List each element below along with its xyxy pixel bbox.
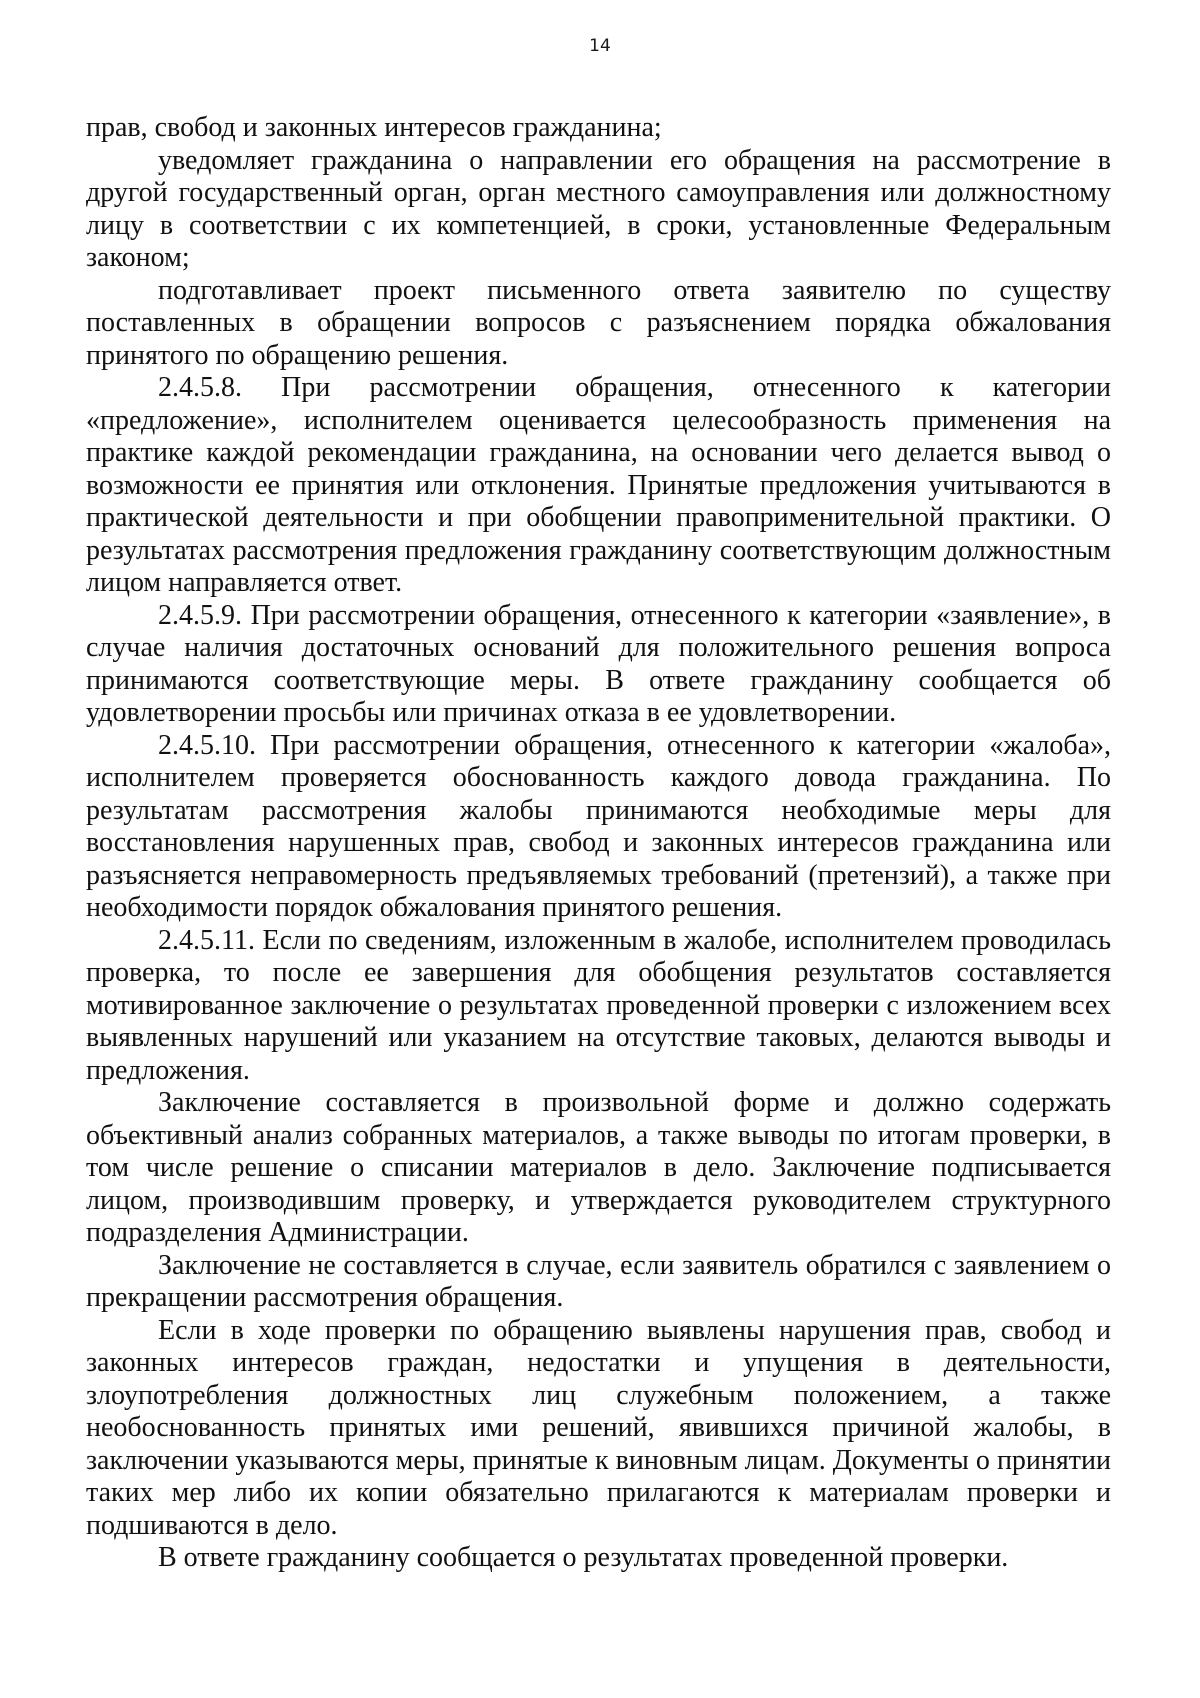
paragraph-conclusion-form: Заключение составляется в произвольной форме и должно содержать объективный анализ собранных материалов, а также выводы по итогам проверки, в том числе решение о списании материалов в дело. Заключение подписывается лицом, производившим проверку, и утверждается руководителем структурного подразделения Администрации. (86, 1087, 1111, 1248)
paragraph-prepare-answer: подготавливает проект письменного ответа заявителю по существу поставленных в обращении вопросов с разъяснением порядка обжалования принятого по обращению решения. (86, 274, 1111, 371)
paragraph-2-4-5-8: 2.4.5.8. При рассмотрении обращения, отнесенного к категории «предложение», исполнителем оценивается целесообразность применения на практике каждой рекомендации гражданина, на основании чего делается вывод о возможности ее принятия или отклонения. Принятые предложения учитываются в практической деятельности и при обобщении правоприменительной практики. О результатах рассмотрения предложения гражданину соответствующим должностным лицом направляется ответ. (86, 372, 1111, 598)
paragraph-conclusion-not-drawn: Заключение не составляется в случае, если заявитель обратился с заявлением о прекращении рассмотрения обращения. (86, 1249, 1111, 1313)
paragraph-2-4-5-10: 2.4.5.10. При рассмотрении обращения, отнесенного к категории «жалоба», исполнителем проверяется обоснованность каждого довода гражданина. По результатам рассмотрения жалобы принимаются необходимые меры для восстановления нарушенных прав, свобод и законных интересов гражданина или разъясняется неправомерность предъявляемых требований (претензий), а также при необходимости порядок обжалования принятого решения. (86, 729, 1111, 923)
paragraph-2-4-5-9: 2.4.5.9. При рассмотрении обращения, отнесенного к категории «заявление», в случае наличия достаточных оснований для положительного решения вопроса принимаются соответствующие меры. В ответе гражданину сообщается об удовлетворении просьбы или причинах отказа в ее удовлетворении. (86, 599, 1111, 728)
paragraph-violations-found: Если в ходе проверки по обращению выявлены нарушения прав, свобод и законных интересов граждан, недостатки и упущения в деятельности, злоупотребления должностных лиц служебным положением, а также необоснованность принятых ими решений, явившихся причиной жалобы, в заключении указываются меры, принятые к виновным лицам. Документы о принятии таких мер либо их копии обязательно прилагаются к материалам проверки и подшиваются в дело. (86, 1314, 1111, 1541)
paragraph-answer-results: В ответе гражданину сообщается о результатах проведенной проверки. (158, 1542, 1009, 1573)
document-body (86, 112, 1111, 1575)
paragraph-notify-citizen: уведомляет гражданина о направлении его обращения на рассмотрение в другой государственный орган, орган местного самоуправления или должностному лицу в соответствии с их компетенцией, в сроки, установленные Федеральным законом; (86, 144, 1111, 273)
paragraph-2-4-5-11: 2.4.5.11. Если по сведениям, изложенным в жалобе, исполнителем проводилась проверка, то после ее завершения для обобщения результатов составляется мотивированное заключение о результатах проведенной проверки с изложением всех выявленных нарушений или указанием на отсутствие таковых, делаются выводы и предложения. (86, 924, 1111, 1086)
paragraph-continuation: прав, свобод и законных интересов гражданина; (86, 112, 662, 143)
page-number: 14 (589, 36, 611, 56)
